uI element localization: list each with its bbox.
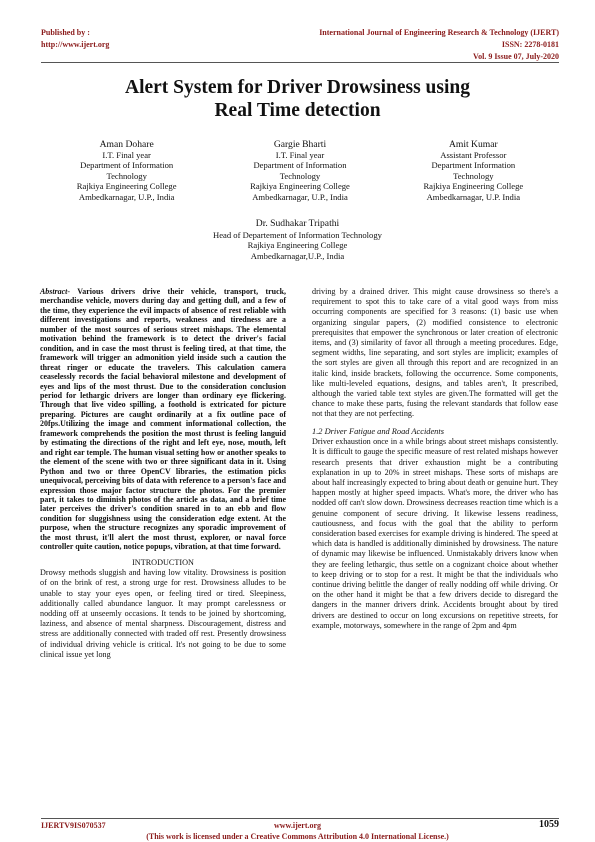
author-name: Amit Kumar [448,139,498,150]
license-notice: (This work is licensed under a Creative Commons Attribution 4.0 International License.) [146,832,449,841]
author-affiliation: Assistant Professor [440,150,507,160]
page-number: 1059 [539,819,559,830]
paper-id: IJERTV9IS070537 [41,821,106,830]
author-affiliation: I.T. Final year [102,150,151,160]
right-column [312,287,558,631]
issn: ISSN: 2278-0181 [501,40,559,49]
author-row [40,139,560,202]
author-block-4 [0,218,595,261]
title-line-2: Real Time detection [214,100,381,121]
author-affiliation: Technology [106,170,147,181]
title-line-1: Alert System for Driver Drowsiness using [124,77,470,98]
paper-title [0,76,595,122]
author-affiliation: Technology [279,170,321,181]
author-affiliation: Ambedkarnagar, U.P., India [252,191,348,202]
abstract-text: Various drivers drive their vehicle, transport, truck, merchandise vehicle, movers during day and getting dull, and a few of the time, they experience the evil impacts of absence of rest reliable with different investigations and reports, weakness and tiredness are a number of the most sources of serious street mishaps. The elemental motivation behind the framework is to detect the driver's facial condition, and in case the most thrust is feeling tired, at that time, the framework will trigger an admonition yield inside such a caution the threat ringer or educate the travelers. This calculation camera ceaselessly records the facial behavioral milestone and development of eyes and lips of the most thrust. Due to the consideration conclusion period for lethargic drivers are longer than ordinary eye flickering. Through that live video spilling, a foothold is extricated for picture preparing. Pictures are caught ordinarily at a fix outline pace of 20fps.Utilizing the image and comment informational collection, the framework comprehends the position the most thrust is feeling languid by estimating the directions of the right and left eye, nose, mouth, left and right ear temple. The human visual setting how or another speaks to the element of the scene with two or three significant data in it. Using Python and two or three OpenCV libraries, the estimation picks unequivocal, perceiving bits of data with reference to a person's face and expression those major factor structure the photos. For the premier part, it takes to diminish photos of the article as data, and a brief time later perceives the driver's condition snared in to an ebb and flow condition for sluggishness using the consideration edge extent. At the purpose, when the structure recognizes any sporadic improvement of the most thrust, it'll alert the most thrust, explorer, or naval force controller quite caution, notice popups, vibration, at that time forward. [40,287,286,552]
published-by: Published by : [41,28,90,37]
footer-divider [41,818,559,819]
header-left [41,27,109,51]
author-affiliation: Rajkiya Engineering College [76,181,177,192]
footer-center [0,820,595,842]
volume-issue: Vol. 9 Issue 07, July-2020 [473,52,559,61]
author-block [40,139,213,202]
footer-site-link[interactable]: www.ijert.org [273,821,322,830]
left-column [40,287,286,660]
author-affiliation: Ambedkarnagar, U.P., India [78,191,175,202]
abstract-label: Abstract- [40,287,70,296]
author-name: Gargie Bharti [273,139,327,150]
journal-url-link[interactable]: http://www.ijert.org [41,40,110,49]
author-block [213,139,386,202]
author-affiliation: Rajkiya Engineering College [423,181,524,192]
section-heading-introduction: INTRODUCTION [132,557,194,567]
body-paragraph: Driver exhaustion once in a while brings about street mishaps consistently. It is difficult to gauge the specific measure of rest related mishaps however research presents that driver exhaustion might be a contributing explanation in up to 20% in street mishaps. These sorts of mishaps are about half increasingly expected to bring about death or genuine hurt. They happen mostly at higher speed impacts. What's more, the driver who has nodded off can't slow down. Drowsiness decreases reaction time which is a genuine component of secure driving. It likewise lessens readiness, cautiousness, and focus with the goal that the ability to perform consideration based exercises for example driving is hindered. The speed at which data is handled is additionally diminished by drowsiness. The nature of dynamic may likewise be influenced. Unmistakably drivers know when they are feeling lethargic, thus settle on a cognizant choice about whether to keep driving or to stop for a rest. It might be that the individuals who continue driving belittle the danger of really nodding off while driving. Or on the other hand it might be that a few drivers decide to disregard the dangers in the manner drivers drink. Accidents brought about by tired drivers are destined to occur on long excursions on repetitive streets, for example, motorways, somewhere in the range of 2pm and 4pm [312,437,558,630]
introduction-paragraph: Drowsy methods sluggish and having low vitality. Drowsiness is position of on the brink of rest, a strong urge for rest. Drowsiness alludes to be unable to stay your eyes open, or feeling tired or tired. Sleepiness, additionally called abundance languor. It may prompt carelessness or nodding off at unseemly occasions. It tends to be joined by shortcoming, laziness, and absence of mental sharpness. Discouragement, distress and stress are additionally connected with traded off rest. Presently drowsiness of individual driving vehicle is critical. It's not going to be due to some clinical issue yet long [40,568,286,659]
author-affiliation: Rajkiya Engineering College [247,240,348,251]
author-affiliation: Ambedkarnagar,U.P., India [250,250,345,261]
journal-name: International Journal of Engineering Research & Technology (IJERT) [319,28,559,37]
author-affiliation: Technology [453,170,494,181]
abstract [40,287,286,552]
author-name: Aman Dohare [99,139,154,150]
author-affiliation: Ambedkarnagar, U.P. India [426,191,521,202]
author-affiliation: Department Information [431,160,516,171]
header-right [319,27,559,63]
author-affiliation: I.T. Final year [275,150,325,160]
author-affiliation: Department of Information [80,160,174,171]
author-affiliation: Head of Departement of Information Technology [213,229,382,240]
subsection-heading: 1.2 Driver Fatigue and Road Accidents [312,426,444,436]
author-affiliation: Department of Information [253,160,347,171]
author-block [387,139,560,202]
author-affiliation: Rajkiya Engineering College [250,181,350,192]
author-name: Dr. Sudhakar Tripathi [255,218,340,229]
body-paragraph: driving by a drained driver. This might cause drowsiness so there's a requirement to spot this to take care of a vital good ways from miss occurring components are specified for 3 reasons: (1) basic use when organizing singular papers, (2) modified consistence to electronic prerequisites that empower the synchronous or later creation of electronic items, and (3) similarity of favor all through a meeting procedures. Edge, segment widths, line separating, and sort styles are implicit; examples of the sort styles are given all through this report and are recognized in an italic kind, inside brackets, following the occurrence. Some components, like multi-leveled equations, designs, and tables aren't, It prescribed, although the varied table text styles are given.The formatted will get the chance to make these parts, fusing the relevant standards that follow ease not that they are not perfecting. [312,287,558,419]
header-divider [41,62,559,63]
